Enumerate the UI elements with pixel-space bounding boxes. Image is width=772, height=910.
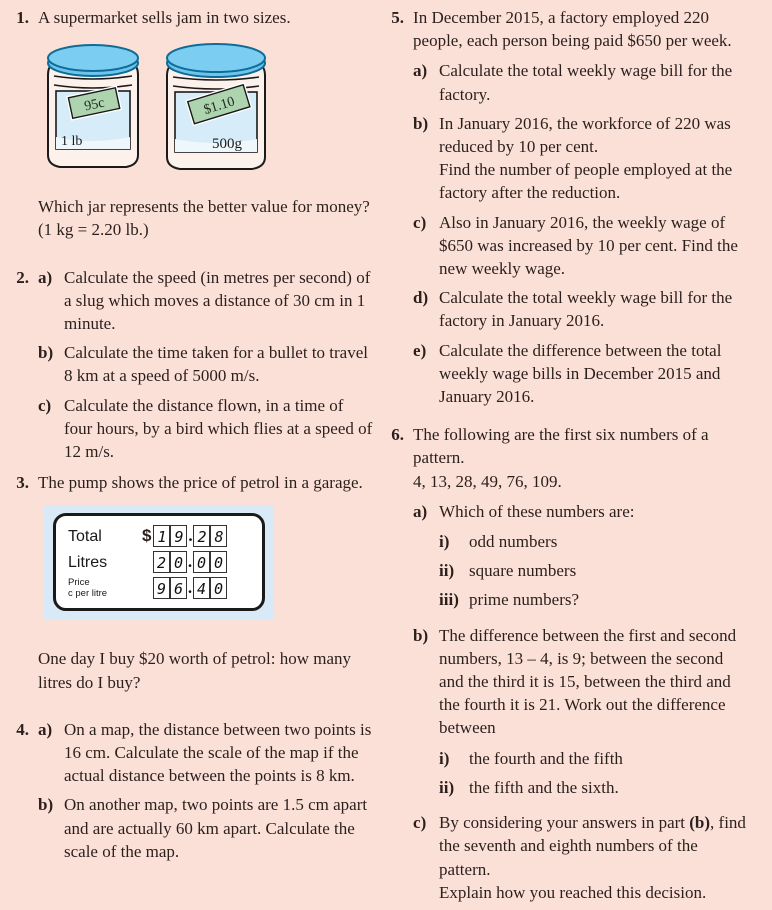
question-5-number: 5. [391,8,405,27]
question-6 [387,423,752,910]
question-1-follow-up-wrap [12,195,375,241]
part-text-bold-ref: (b) [689,813,711,833]
part-text-wrap [439,624,752,805]
part-text: Calculate the total weekly wage bill for the factory in January 2016. [439,288,733,331]
pump-row-price [68,577,252,599]
roman-text: square numbers [469,561,577,581]
pump-row-litres [68,551,252,573]
part-text: Calculate the total weekly wage bill for the factory. [439,61,733,104]
pump-digit: 1 [153,525,170,547]
part-letter: a) [413,61,428,81]
part-letter: b) [38,343,54,363]
jam-jars-illustration [12,33,375,178]
pump-digit: 0 [193,551,210,573]
part-text-second-line: Explain how you reached this decision. [439,882,707,902]
part-letter: a) [38,267,53,287]
question-3-follow-up-wrap [12,647,375,693]
pump-digits-litres [153,551,227,573]
pump-currency-symbol: $ [142,526,152,546]
roman-marker: ii) [439,561,455,581]
part-text-second-line: Find the number of people employed at the factory after the reduction. [439,160,733,203]
question-5-stem: In December 2015, a factory employed 220 people, each person being paid $650 per week. [413,8,732,51]
pump-digit: 4 [193,577,210,599]
question-6-stem: The following are the first six numbers of a pattern. [413,425,709,468]
question-2 [12,266,375,470]
part-text [439,811,752,881]
question-4-part-a [38,718,375,788]
roman-marker: i) [439,532,450,552]
jar-small-size-label: 1 lb [61,134,83,150]
question-6a-roman-iii [439,588,752,611]
question-5-part-e [413,339,752,409]
pump-digit: 8 [210,525,227,547]
pump-label-litres: Litres [68,553,108,571]
part-letter: c) [38,395,52,415]
decimal-point: . [188,526,193,546]
question-2-number: 2. [16,267,29,287]
jar-small-price-label: 95c [83,95,106,115]
question-1-stem: A supermarket sells jam in two sizes. [38,8,291,27]
question-6-number: 6. [391,425,405,445]
part-letter: c) [413,212,427,232]
part-text: Calculate the difference between the total weekly wage bills in December 2015 and January 2016. [439,340,722,407]
decimal-point: . [187,578,193,598]
roman-text: odd numbers [469,532,558,552]
part-text: Calculate the speed (in metres per second) of a slug which moves a distance of 30 cm in 1 minute. [64,267,371,334]
part-text: On a map, the distance between two points is 16 cm. Calculate the scale of the map if the actual distance between the points is 8 km. [64,719,372,786]
part-text-post: , find the seventh and eighth numbers of the pattern. [439,813,746,879]
question-2-part-a [38,266,375,336]
question-5-part-b [413,112,752,205]
part-text-pre: By considering your answers in part [439,813,690,833]
pump-digit: 0 [170,551,187,573]
pump-digit: 0 [210,577,227,599]
pump-label-price [68,577,142,599]
question-2-part-b [38,341,375,387]
question-6b-roman-ii [439,776,752,799]
pump-digits-total [153,525,227,547]
part-letter: b) [413,625,429,645]
part-letter: a) [413,501,428,521]
part-letter: c) [413,813,427,833]
jar-large-size-label: 500g [212,136,242,153]
part-letter: b) [38,795,54,815]
question-2-part-c [38,394,375,464]
question-5-part-c [413,211,752,281]
roman-text: prime numbers? [469,590,580,610]
pump-digits-price [153,577,227,599]
question-3-number: 3. [16,473,29,493]
pump-row-total [68,525,252,547]
roman-marker: ii) [439,777,455,797]
pump-digit: 9 [153,577,170,599]
part-text: The difference between the first and second numbers, 13 – 4, is 9; between the second and the third it is 15, between the third and the fourth it is 21. Work out the difference between [439,625,737,738]
part-text-wrap [439,500,752,618]
question-6-part-b [413,624,752,805]
part-text-wrap [439,811,752,904]
question-1 [12,6,375,29]
question-4-number: 4. [16,719,29,739]
part-letter: e) [413,340,427,360]
left-column [8,6,383,882]
question-5-part-d [413,286,752,332]
pump-panel [53,513,265,611]
question-6-part-c [413,811,752,904]
question-6-sequence: 4, 13, 28, 49, 76, 109. [413,471,562,491]
jam-jar-large [160,33,272,173]
roman-marker: iii) [439,590,459,610]
part-text: Also in January 2016, the weekly wage of $650 was increased by 10 per cent. Find the new weekly wage. [439,212,738,279]
question-1-number: 1. [16,8,29,27]
question-3-follow-up: One day I buy $20 worth of petrol: how many litres do I buy? [38,649,352,692]
pump-digit: 2 [153,551,170,573]
pump-label-price-line1: Price [68,577,90,589]
decimal-point: . [187,552,193,572]
question-5 [387,6,752,414]
part-letter: d) [413,288,429,308]
jam-jar-small [42,33,144,173]
part-letter: b) [413,113,429,133]
question-5-part-a [413,59,752,105]
question-3 [12,471,375,494]
part-text: Which of these numbers are: [439,501,635,521]
roman-marker: i) [439,748,450,768]
part-text: Calculate the time taken for a bullet to travel 8 km at a speed of 5000 m/s. [64,343,368,386]
question-6b-roman-i [439,747,752,770]
jar-large-price-label: $1.10 [202,94,237,119]
pump-digit: 2 [193,525,210,547]
part-letter: a) [38,719,53,739]
part-text: In January 2016, the workforce of 220 was reduced by 10 per cent. [439,113,731,157]
pump-digit: 0 [210,551,227,573]
part-text: Calculate the distance flown, in a time of four hours, by a bird which flies at a speed of 12 m/s. [64,395,373,462]
question-4-part-b [38,793,375,863]
pump-digit: 9 [170,525,187,547]
question-1-follow-up: Which jar represents the better value for money? (1 kg = 2.20 lb.) [38,197,370,240]
part-text: On another map, two points are 1.5 cm apart and are actually 60 km apart. Calculate the scale of the map. [64,795,368,861]
petrol-pump-display [44,505,274,619]
question-3-stem: The pump shows the price of petrol in a garage. [38,473,363,493]
pump-digit: 6 [170,577,187,599]
question-6a-roman-i [439,530,752,553]
part-text-wrap [439,112,752,205]
question-6a-roman-ii [439,559,752,582]
question-6-part-a [413,500,752,618]
pump-label-price-line2: c per litre [68,588,108,600]
roman-text: the fifth and the sixth. [469,777,619,797]
roman-text: the fourth and the fifth [469,748,623,768]
pump-label-total: Total [68,527,102,545]
question-4 [12,718,375,869]
right-column [383,6,758,902]
